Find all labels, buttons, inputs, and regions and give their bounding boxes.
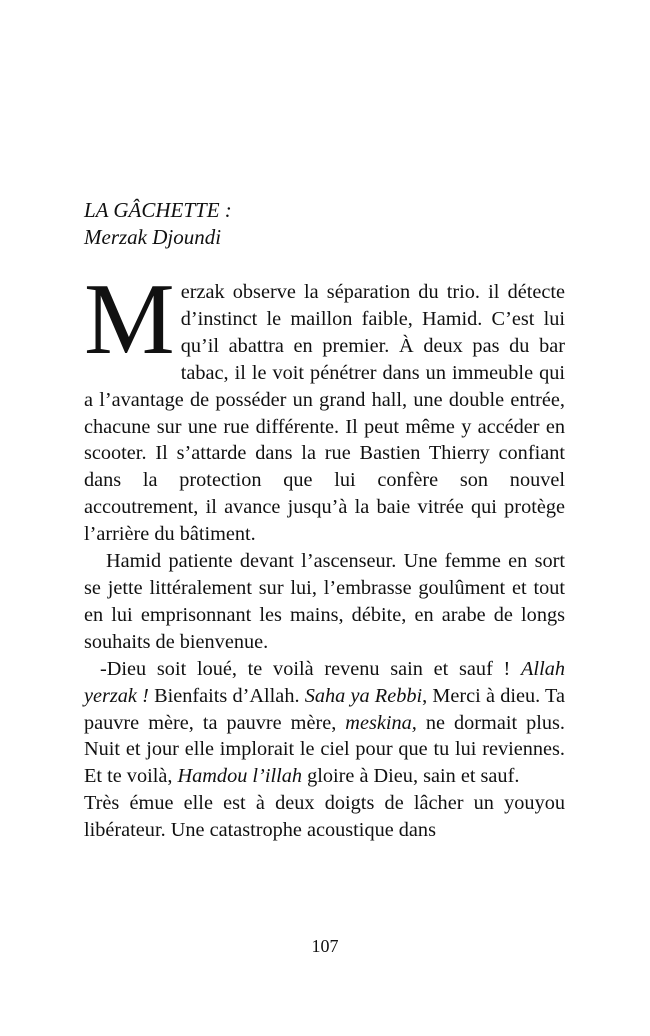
arabic-phrase: Saha ya Rebbi xyxy=(304,684,423,707)
paragraph-1 xyxy=(84,263,565,548)
dialogue-text: , Merci à dieu. Ta pauvre mère, ta pauvre mère, xyxy=(84,684,565,734)
dialogue-text: gloire à Dieu, sain et sauf. xyxy=(302,765,520,788)
chapter-header xyxy=(84,197,232,251)
body-text xyxy=(84,263,565,844)
dialogue-text: ne dormait plus. Nuit et jour elle implorait le ciel pour que tu lui reviennes. Et te voilà, xyxy=(84,711,565,788)
chapter-author: Merzak Djoundi xyxy=(84,225,222,249)
arabic-phrase: Hamdou l’illah xyxy=(177,765,302,788)
arabic-phrase: meskina, xyxy=(345,711,417,734)
dialogue-text: Bienfaits d’Allah. xyxy=(148,684,305,707)
paragraph-3 xyxy=(84,656,565,791)
drop-cap: M xyxy=(84,263,175,376)
arabic-phrase: Allah yerzak ! xyxy=(84,657,565,707)
dialogue-text: -Dieu soit loué, te voilà revenu sain et sauf ! xyxy=(100,657,522,680)
chapter-title: LA GÂCHETTE : xyxy=(84,198,232,222)
paragraph-1-text: erzak observe la séparation du trio. il détecte d’instinct le maillon faible, Hamid. C’est lui qu’il abattra en premier. À deux pas du bar tabac, il le voit pénétrer dans un immeuble qui a l’avantage de posséder un grand hall, une double entrée, chacune sur une rue différente. Il peut même y accéder en scooter. Il s’attarde dans la rue Bastien Thierry confiant dans la protection que lui confère son nouvel accoutrement, il avance jusqu’à la baie vitrée qui protège l’arrière du bâtiment. xyxy=(84,281,565,546)
page-number: 107 xyxy=(311,936,339,956)
paragraph-2: Hamid patiente devant l’ascenseur. Une femme en sort se jette littéralement sur lui, l’embrasse goulûment et tout en lui emprisonnant les mains, débite, en arabe de longs souhaits de bienvenue. xyxy=(84,550,565,653)
paragraph-4: Très émue elle est à deux doigts de lâcher un youyou libérateur. Une catastrophe acoustique dans xyxy=(84,792,565,842)
